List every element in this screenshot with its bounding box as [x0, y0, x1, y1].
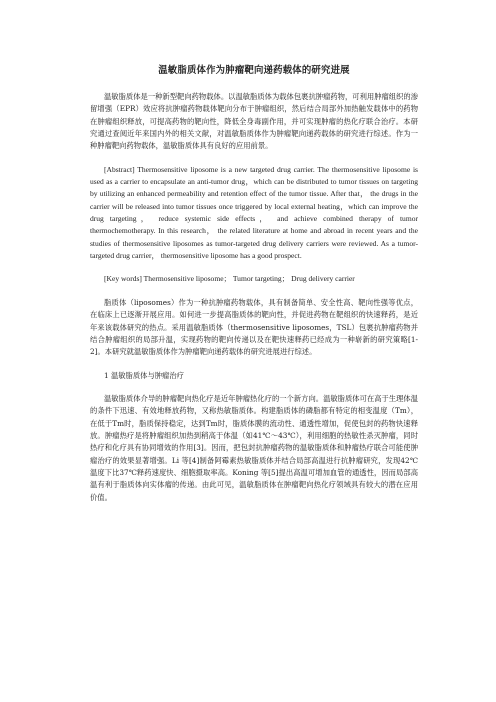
keywords-english: [Key words] Thermosensitive liposome； Tumor targeting； Drug delivery carrier	[104, 274, 355, 284]
abstract-chinese: 温敏脂质体是一种新型靶向药物载体。以温敏脂质体为载体包裹抗肿瘤药物，可利用肿瘤组织的渗留增强（EPR）效应将抗肿瘤药物载体靶向分布于肿瘤组织，然后结合局部外加热触发载体中的药物在肿瘤组织释放，可提高药物的靶向性，降低全身毒副作用，并可实现肿瘤的热化疗联合治疗。本研究通过查阅近年来国内外的相关文献，对温敏脂质体作为肿瘤靶向递药载体的研究进行综述。作为一种肿瘤靶向药物载体，温敏脂质体具有良好的应用前景。	[90, 92, 418, 151]
intro-paragraph: 脂质体（liposomes）作为一种抗肿瘤药物载体，具有制备简单、安全性高、靶向性强等优点，在临床上已逐渐开展应用。如何进一步提高脂质体的靶向性，并促进药物在靶组织的快速释药，是近年来该载体研究的热点。采用温敏脂质体（thermosensitive liposomes，TSL）包裹抗肿瘤药物并结合肿瘤组织的局部升温，实现药物的靶向传递以及在靶快速释药已经成为一种崭新的研究策略[1-2]。本研究就温敏脂质体作为肿瘤靶向递药载体的研究进展进行综述。	[90, 297, 418, 357]
section-1-heading: 1 温敏脂质体与肿瘤治疗	[104, 370, 184, 380]
section-1-body: 温敏脂质体介导的肿瘤靶向热化疗是近年肿瘤热化疗的一个新方向。温敏脂质体可在高于生理体温的条件下迅速、有效地释放药物，又称热敏脂质体。构建脂质体的磷脂都有特定的相变温度（Tm），在低于Tm时，脂质保持稳定，达到Tm时，脂质体膜的流动性、通透性增加，促使包封的药物快速释放。肿瘤热疗是将肿瘤组织加热到稍高于体温（如41℃～43℃），利用细胞的热敏性杀灭肿瘤，同时热疗和化疗具有协同增效的作用[3]。因而，把包封抗肿瘤药物的温敏脂质体和肿瘤热疗联合可能使肿瘤治疗的效果显著增强。Li 等[4]制备阿霉素热敏脂质体并结合局部高温进行抗肿瘤研究，发现42℃温度下比37℃释药速度快、细胞摄取率高。Koning 等[5]提出高温可增加血管的通透性，因而局部高温有利于脂质体向实体瘤的传递。由此可见，温敏脂质体在肿瘤靶向热化疗领域具有较大的潜在应用价值。	[90, 393, 418, 502]
paper-title: 温敏脂质体作为肿瘤靶向递药载体的研究进展	[158, 65, 350, 76]
abstract-english: [Abstract] Thermosensitive liposome is a new targeted drug carrier. The thermosensitive liposome is used as a carrier to encapsulate an anti-tumor drug，which can be distributed to tumor tissues on targeting by utilizing an enhanced permeability and retention effect of the tumor tissue. After that， the drugs in the carrier will be released into tumor tissues once triggered by local external heating，which can improve the drug targeting， reduce systemic side effects， and achieve combined therapy of tumor thermochemotherapy. In this research， the related literature at home and abroad in recent years and the studies of thermosensitive liposomes as tumor-targeted drug delivery carriers were reviewed. As a tumor-targeted drug carrier， thermosensitive liposome has a good prospect.	[90, 164, 418, 261]
paper-page	[90, 62, 418, 504]
